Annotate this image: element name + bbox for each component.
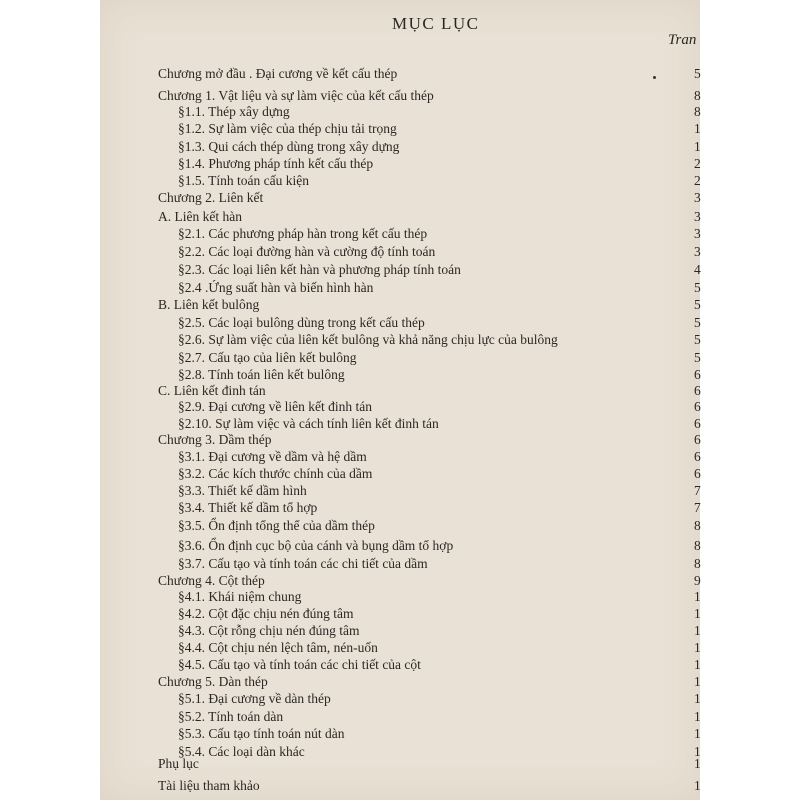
toc-entry-text: §5.2. Tính toán dàn (178, 709, 284, 724)
toc-entry-text: §3.4. Thiết kế dầm tổ hợp (178, 500, 318, 515)
toc-page-number: 6 (694, 416, 701, 431)
toc-entry-text: §3.1. Đại cương về dầm và hệ dầm (178, 449, 367, 464)
toc-page-number: 8 (694, 538, 701, 553)
toc-entry-text: Chương 4. Cột thép (158, 573, 265, 588)
toc-section (100, 350, 700, 367)
toc-entry-text: §2.4 .Ứng suất hàn và biến hình hàn (178, 280, 374, 295)
toc-section (100, 315, 700, 332)
toc-page-number: 1 (694, 726, 701, 741)
toc-page-number: 1 (694, 657, 701, 672)
toc-section (100, 280, 700, 297)
toc-chapter (100, 88, 700, 105)
toc-entry-text: §5.3. Cấu tạo tính toán nút dàn (178, 726, 345, 741)
document-page (100, 0, 700, 800)
toc-entry-text: §2.8. Tính toán liên kết bulông (178, 367, 345, 382)
page-column-header: Tran (668, 32, 697, 48)
page-title: MỤC LỤC (392, 14, 480, 33)
toc-entry-text: §3.2. Các kích thước chính của dầm (178, 466, 373, 481)
toc-page-number: 8 (694, 88, 701, 103)
toc-page-number: 3 (694, 226, 701, 241)
toc-section (100, 709, 700, 726)
toc-entry-text: Chương mở đầu . Đại cương về kết cấu thép (158, 66, 398, 81)
toc-section (100, 606, 700, 623)
toc-page-number: 1 (694, 121, 701, 136)
toc-chapter (100, 432, 700, 449)
toc-section (100, 156, 700, 173)
toc-page-number: 1 (694, 606, 701, 621)
toc-chapter (100, 190, 700, 207)
toc-chapter (100, 66, 700, 83)
toc-page-number: 6 (694, 399, 701, 414)
toc-section (100, 416, 700, 433)
toc-page-number: 1 (694, 139, 701, 154)
toc-section (100, 726, 700, 743)
toc-chapter (100, 674, 700, 691)
toc-section (100, 538, 700, 555)
toc-entry-text: §4.2. Cột đặc chịu nén đúng tâm (178, 606, 354, 621)
toc-entry-text: §1.3. Qui cách thép dùng trong xây dựng (178, 139, 400, 154)
toc-entry-text: §4.3. Cột rỗng chịu nén đúng tâm (178, 623, 360, 638)
toc-page-number: 5 (694, 297, 701, 312)
toc-section (100, 121, 700, 138)
toc-entry-text: §2.6. Sự làm việc của liên kết bulông và khả năng chịu lực của bulông (178, 332, 558, 347)
toc-entry-text: Tài liệu tham khảo (158, 778, 260, 793)
toc-page-number: 4 (694, 262, 701, 277)
toc-entry-text: §2.7. Cấu tạo của liên kết bulông (178, 350, 357, 365)
toc-page-number: 8 (694, 556, 701, 571)
toc-page-number: 9 (694, 573, 701, 588)
toc-section (100, 449, 700, 466)
toc-entry-text: C. Liên kết đinh tán (158, 383, 266, 398)
toc-entry-text: Chương 5. Dàn thép (158, 674, 268, 689)
toc-section (100, 623, 700, 640)
toc-page-number: 5 (694, 280, 701, 295)
toc-entry-text: A. Liên kết hàn (158, 209, 242, 224)
table-of-contents (100, 0, 700, 800)
toc-page-number: 5 (694, 315, 701, 330)
toc-page-number: 1 (694, 778, 701, 793)
toc-section (100, 466, 700, 483)
toc-page-number: 1 (694, 709, 701, 724)
toc-section (100, 483, 700, 500)
toc-section (100, 262, 700, 279)
toc-section (100, 367, 700, 384)
toc-entry-text: §2.2. Các loại đường hàn và cường độ tính toán (178, 244, 436, 259)
toc-section (100, 640, 700, 657)
toc-section (100, 500, 700, 517)
toc-page-number: 3 (694, 209, 701, 224)
toc-section (100, 657, 700, 674)
toc-entry-text: §2.3. Các loại liên kết hàn và phương pháp tính toán (178, 262, 461, 277)
toc-part (100, 383, 700, 400)
toc-section (100, 104, 700, 121)
toc-entry-text: §3.7. Cấu tạo và tính toán các chi tiết của dầm (178, 556, 428, 571)
toc-entry-text: §2.9. Đại cương về liên kết đinh tán (178, 399, 373, 414)
toc-page-number: 1 (694, 674, 701, 689)
toc-chapter (100, 756, 700, 773)
toc-page-number: 5 (694, 350, 701, 365)
toc-entry-text: Chương 3. Dầm thép (158, 432, 272, 447)
toc-entry-text: §1.2. Sự làm việc của thép chịu tải trọng (178, 121, 397, 136)
toc-chapter (100, 573, 700, 590)
toc-section (100, 139, 700, 156)
toc-entry-text: §1.5. Tính toán cấu kiện (178, 173, 309, 188)
toc-page-number: 3 (694, 190, 701, 205)
toc-entry-text: §1.4. Phương pháp tính kết cấu thép (178, 156, 374, 171)
toc-page-number: 6 (694, 383, 701, 398)
toc-page-number: 8 (694, 518, 701, 533)
toc-page-number: 2 (694, 156, 701, 171)
toc-chapter (100, 778, 700, 795)
toc-entry-text: §5.4. Các loại dàn khác (178, 744, 305, 759)
toc-section (100, 173, 700, 190)
toc-page-number: 6 (694, 432, 701, 447)
toc-page-number: 6 (694, 466, 701, 481)
toc-section (100, 332, 700, 349)
toc-page-number: 8 (694, 104, 701, 119)
toc-page-number: 1 (694, 691, 701, 706)
toc-page-number: 6 (694, 367, 701, 382)
toc-section (100, 691, 700, 708)
toc-page-number: 7 (694, 500, 701, 515)
toc-entry-text: §4.4. Cột chịu nén lệch tâm, nén-uốn (178, 640, 378, 655)
toc-entry-text: B. Liên kết bulông (158, 297, 260, 312)
toc-entry-text: §3.5. Ổn định tổng thể của dầm thép (178, 518, 375, 533)
toc-entry-text: §3.3. Thiết kế dầm hình (178, 483, 307, 498)
toc-section (100, 226, 700, 243)
toc-entry-text: Chương 2. Liên kết (158, 190, 264, 205)
toc-page-number: 5 (694, 332, 701, 347)
toc-entry-text: §4.5. Cấu tạo và tính toán các chi tiết của cột (178, 657, 421, 672)
toc-section (100, 399, 700, 416)
toc-section (100, 556, 700, 573)
toc-section (100, 589, 700, 606)
toc-entry-text: §4.1. Khái niệm chung (178, 589, 302, 604)
toc-page-number: 2 (694, 173, 701, 188)
toc-page-number: 3 (694, 244, 701, 259)
toc-page-number: 1 (694, 623, 701, 638)
toc-entry-text: §2.1. Các phương pháp hàn trong kết cấu thép (178, 226, 428, 241)
toc-page-number: 7 (694, 483, 701, 498)
toc-section (100, 244, 700, 261)
toc-part (100, 209, 700, 226)
toc-entry-text: Phụ lục (158, 756, 199, 771)
toc-page-number: 1 (694, 744, 701, 759)
toc-entry-text: §2.10. Sự làm việc và cách tính liên kết đinh tán (178, 416, 439, 431)
toc-entry-text: §5.1. Đại cương về dàn thép (178, 691, 331, 706)
toc-page-number: 1 (694, 756, 701, 771)
toc-entry-text: §3.6. Ổn định cục bộ của cánh và bụng dầm tổ hợp (178, 538, 454, 553)
toc-page-number: 1 (694, 640, 701, 655)
toc-page-number: 6 (694, 449, 701, 464)
toc-entry-text: §1.1. Thép xây dựng (178, 104, 290, 119)
toc-page-number: 1 (694, 589, 701, 604)
toc-section (100, 518, 700, 535)
toc-entry-text: §2.5. Các loại bulông dùng trong kết cấu thép (178, 315, 425, 330)
toc-part (100, 297, 700, 314)
toc-entry-text: Chương 1. Vật liệu và sự làm việc của kết cấu thép (158, 88, 434, 103)
toc-page-number: 5 (694, 66, 701, 81)
